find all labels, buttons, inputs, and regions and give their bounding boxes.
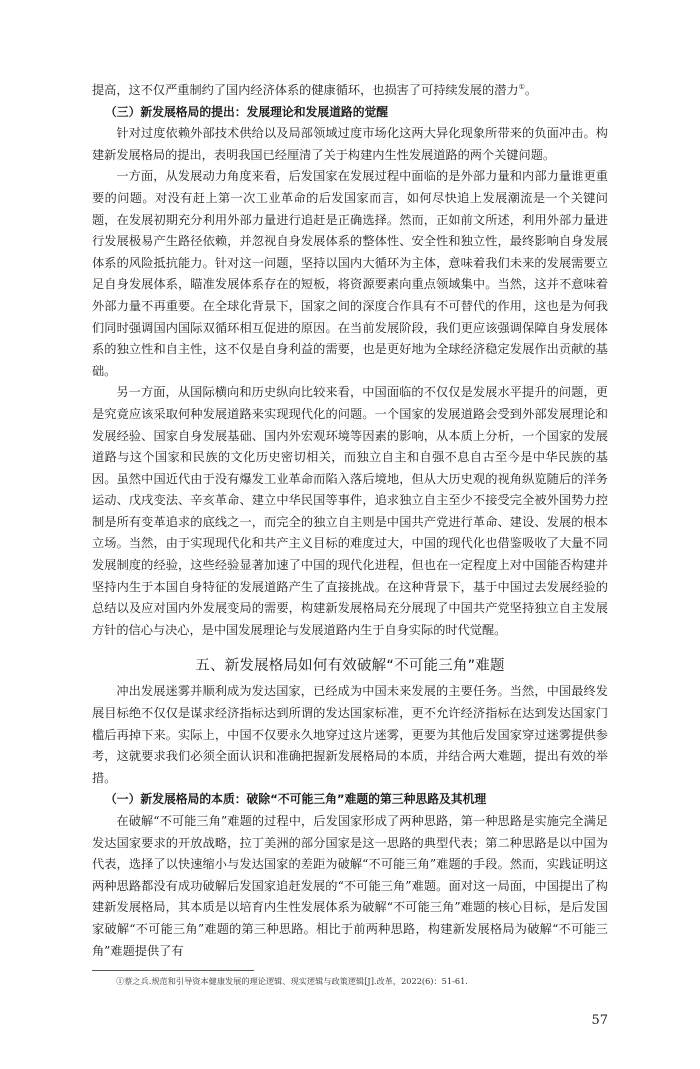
subsection-heading-1: （一）新发展格局的本质：破除“不可能三角”难题的第三种思路及其机理 (104, 792, 487, 807)
paragraph: 在破解“不可能三角”难题的过程中，后发国家形成了两种思路，第一种思路是实施完全满足发达国家要求的开放战略，拉丁美洲的部分国家是这一思路的典型代表；第二种思路是以中国为代表，选择了以快速缩小与发达国家的差距为破解“不可能三角”难题的手段。然而，实践证明这两种思路都没有成功破解后发国家追赶发展的“不可能三角”难题。面对这一局面，中国提出了构建新发展格局，其本质是以培育内生性发展体系为破解“不可能三角”难题的核心目标，是后发国家破解“不可能三角”难题的第三种思路。相比于前两种思路，构建新发展格局为破解“不可能三角”难题提供了有 (92, 814, 608, 958)
subsection-heading-3: （三）新发展格局的提出：发展理论和发展道路的觉醒 (104, 104, 389, 119)
intro-end: 。 (524, 83, 538, 97)
footnote-divider (92, 970, 254, 971)
paragraph: 另一方面，从国际横向和历史纵向比较来看，中国面临的不仅仅是发展水平提升的问题，更是究竟应该采取何种发展道路来实现现代化的问题。一个国家的发展道路会受到外部发展理论和发展经验、国家自身发展基础、国内外宏观环境等因素的影响，从本质上分析，一个国家的发展道路与这个国家和民族的文化历史密切相关，而独立自主和自强不息自古至今是中华民族的基因。虽然中国近代由于没有爆发工业革命而陷入落后境地，但从大历史观的视角纵览随后的洋务运动、戊戌变法、辛亥革命、建立中华民国等事件，追求独立自主至少不接受完全被外国势力控制是所有变革追求的底线之一，而完全的独立自主则是中国共产党进行革命、建设、发展的根本立场。当然，由于实现现代化和共产主义目标的难度过大，中国的现代化也借鉴吸收了大量不同发展制度的经验，这些经验显著加速了中国的现代化进程，但也在一定程度上对中国能否构建并坚持内生于本国自身特征的发展道路产生了直接挑战。在这种背景下，基于中国过去发展经验的总结以及应对国内外发展变局的需要，构建新发展格局充分展现了中国共产党坚持独立自主发展方针的信心与决心，是中国发展理论与发展道路内生于自身实际的时代觉醒。 (92, 385, 608, 637)
section-heading-5: 五、新发展格局如何有效破解“不可能三角”难题 (195, 658, 505, 675)
intro-text: 提高，这不仅严重制约了国内经济体系的健康循环，也损害了可持续发展的潜力 (92, 83, 519, 97)
page-number: 57 (591, 1013, 608, 1029)
footnote: ①蔡之兵.规范和引导资本健康发展的理论逻辑、现实逻辑与政策逻辑[J].改革，2022(6)：51-61. (116, 976, 468, 987)
footnote-marker[interactable]: ① (518, 82, 525, 91)
intro-paragraph (92, 80, 608, 102)
paragraph: 针对过度依赖外部技术供给以及局部领域过度市场化这两大异化现象所带来的负面冲击。构建新发展格局的提出，表明我国已经厘清了关于构建内生性发展道路的两个关键问题。 (92, 126, 608, 162)
paragraph: 一方面，从发展动力角度来看，后发国家在发展过程中面临的是外部力量和内部力量谁更重要的问题。对没有赶上第一次工业革命的后发国家而言，如何尽快追上发展潮流是一个关键问题，在发展初期充分利用外部力量进行追赶是正确选择。然而，正如前文所述，利用外部力量进行发展极易产生路径依赖，并忽视自身发展体系的整体性、安全性和独立性，最终影响自身发展体系的风险抵抗能力。针对这一问题，坚持以国内大循环为主体，意味着我们未来的发展需要立足自身发展体系，瞄准发展体系存在的短板，将资源要素向重点领域集中。当然，这并不意味着外部力量不再重要。在全球化背景下，国家之间的深度合作具有不可替代的作用，这也是为何我们同时强调国内国际双循环相互促进的原因。在当前发展阶段，我们更应该强调保障自身发展体系的独立性和自主性，这不仅是自身利益的需要，也是更好地为全球经济稳定发展作出贡献的基础。 (92, 169, 608, 378)
paragraph: 冲出发展迷雾并顺利成为发达国家，已经成为中国未来发展的主要任务。当然，中国最终发展目标绝不仅仅是谋求经济指标达到所谓的发达国家标准，更不允许经济指标在达到发达国家门槛后再掉下来。实际上，中国不仅要永久地穿过这片迷雾，更要为其他后发国家穿过迷雾提供参考，这就要求我们必须全面认识和准确把握新发展格局的本质，并结合两大难题，提出有效的举措。 (92, 684, 608, 785)
